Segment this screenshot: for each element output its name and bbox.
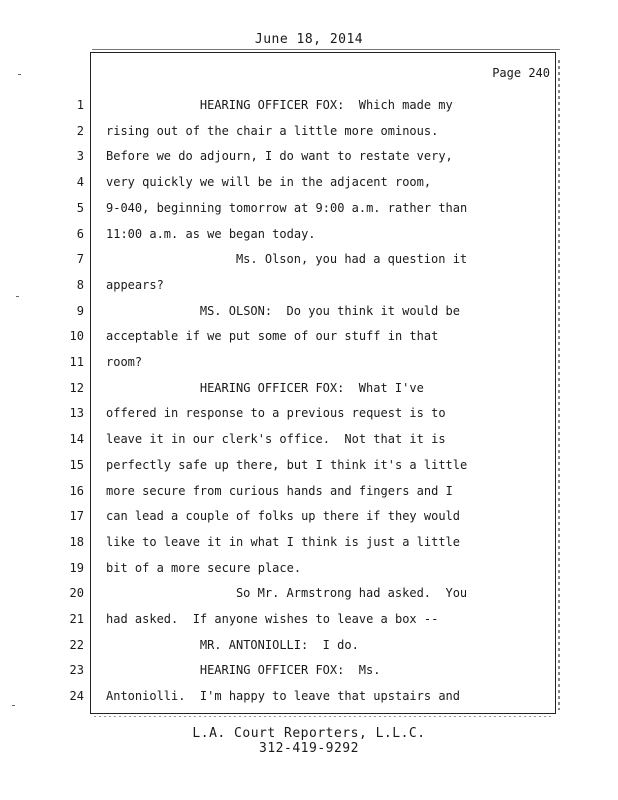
line-number: 7: [76, 252, 84, 266]
transcript-line: appears?: [106, 278, 164, 292]
transcript-line: Before we do adjourn, I do want to restate very,: [106, 149, 453, 163]
line-number: 6: [76, 227, 84, 241]
line-number: 9: [76, 304, 84, 318]
line-number: 1: [76, 98, 84, 112]
line-number: 19: [69, 561, 84, 575]
line-number: 13: [69, 406, 84, 420]
transcript-line: 11:00 a.m. as we began today.: [106, 227, 316, 241]
header-date: June 18, 2014: [254, 32, 364, 47]
transcript-line: HEARING OFFICER FOX: What I've: [199, 381, 424, 395]
line-number: 20: [69, 586, 84, 600]
line-number: 22: [69, 638, 84, 652]
transcript-line: room?: [106, 355, 143, 369]
line-number: 15: [69, 458, 84, 472]
transcript-line: can lead a couple of folks up there if they would: [106, 509, 461, 523]
scan-speck: [18, 74, 21, 75]
transcript-line: like to leave it in what I think is just a little: [106, 535, 461, 549]
frame-bottom-edge: [94, 716, 554, 717]
transcript-line: HEARING OFFICER FOX: Which made my: [199, 98, 453, 112]
transcript-line: HEARING OFFICER FOX: Ms.: [199, 663, 381, 677]
transcript-line: bit of a more secure place.: [106, 561, 302, 575]
transcript-line: Ms. Olson, you had a question it: [235, 252, 468, 266]
transcript-line: MS. OLSON: Do you think it would be: [199, 304, 460, 318]
frame-top-shadow: [92, 49, 560, 50]
line-number: 23: [69, 663, 84, 677]
transcript-line: rising out of the chair a little more ominous.: [106, 124, 439, 138]
line-number: 4: [76, 175, 84, 189]
line-number: 18: [69, 535, 84, 549]
line-number: 5: [76, 201, 84, 215]
transcript-line: So Mr. Armstrong had asked. You: [235, 586, 468, 600]
line-number: 2: [76, 124, 84, 138]
transcript-line: very quickly we will be in the adjacent room,: [106, 175, 432, 189]
transcript-line: had asked. If anyone wishes to leave a box --: [106, 612, 439, 626]
transcript-line: perfectly safe up there, but I think it's a little: [106, 458, 468, 472]
page-number: Page 240: [492, 66, 550, 80]
transcript-line: more secure from curious hands and fingers and I: [106, 484, 453, 498]
line-number: 8: [76, 278, 84, 292]
line-number: 16: [69, 484, 84, 498]
scan-speck: [12, 705, 15, 706]
line-number: 10: [69, 329, 84, 343]
line-number: 12: [69, 381, 84, 395]
line-number: 24: [69, 689, 84, 703]
transcript-line: 9-040, beginning tomorrow at 9:00 a.m. rather than: [106, 201, 468, 215]
transcript-line: Antoniolli. I'm happy to leave that upstairs and: [106, 689, 461, 703]
footer-company: L.A. Court Reporters, L.L.C.: [192, 726, 426, 741]
line-number: 3: [76, 149, 84, 163]
transcript-line: acceptable if we put some of our stuff in that: [106, 329, 439, 343]
scan-speck: [16, 296, 19, 297]
frame-right-shadow: [558, 60, 560, 710]
line-number: 17: [69, 509, 84, 523]
transcript-line: MR. ANTONIOLLI: I do.: [199, 638, 359, 652]
footer-phone: 312-419-9292: [259, 741, 359, 756]
line-number: 21: [69, 612, 84, 626]
line-number: 11: [69, 355, 84, 369]
line-number: 14: [69, 432, 84, 446]
transcript-line: leave it in our clerk's office. Not that it is: [106, 432, 446, 446]
transcript-line: offered in response to a previous request is to: [106, 406, 446, 420]
